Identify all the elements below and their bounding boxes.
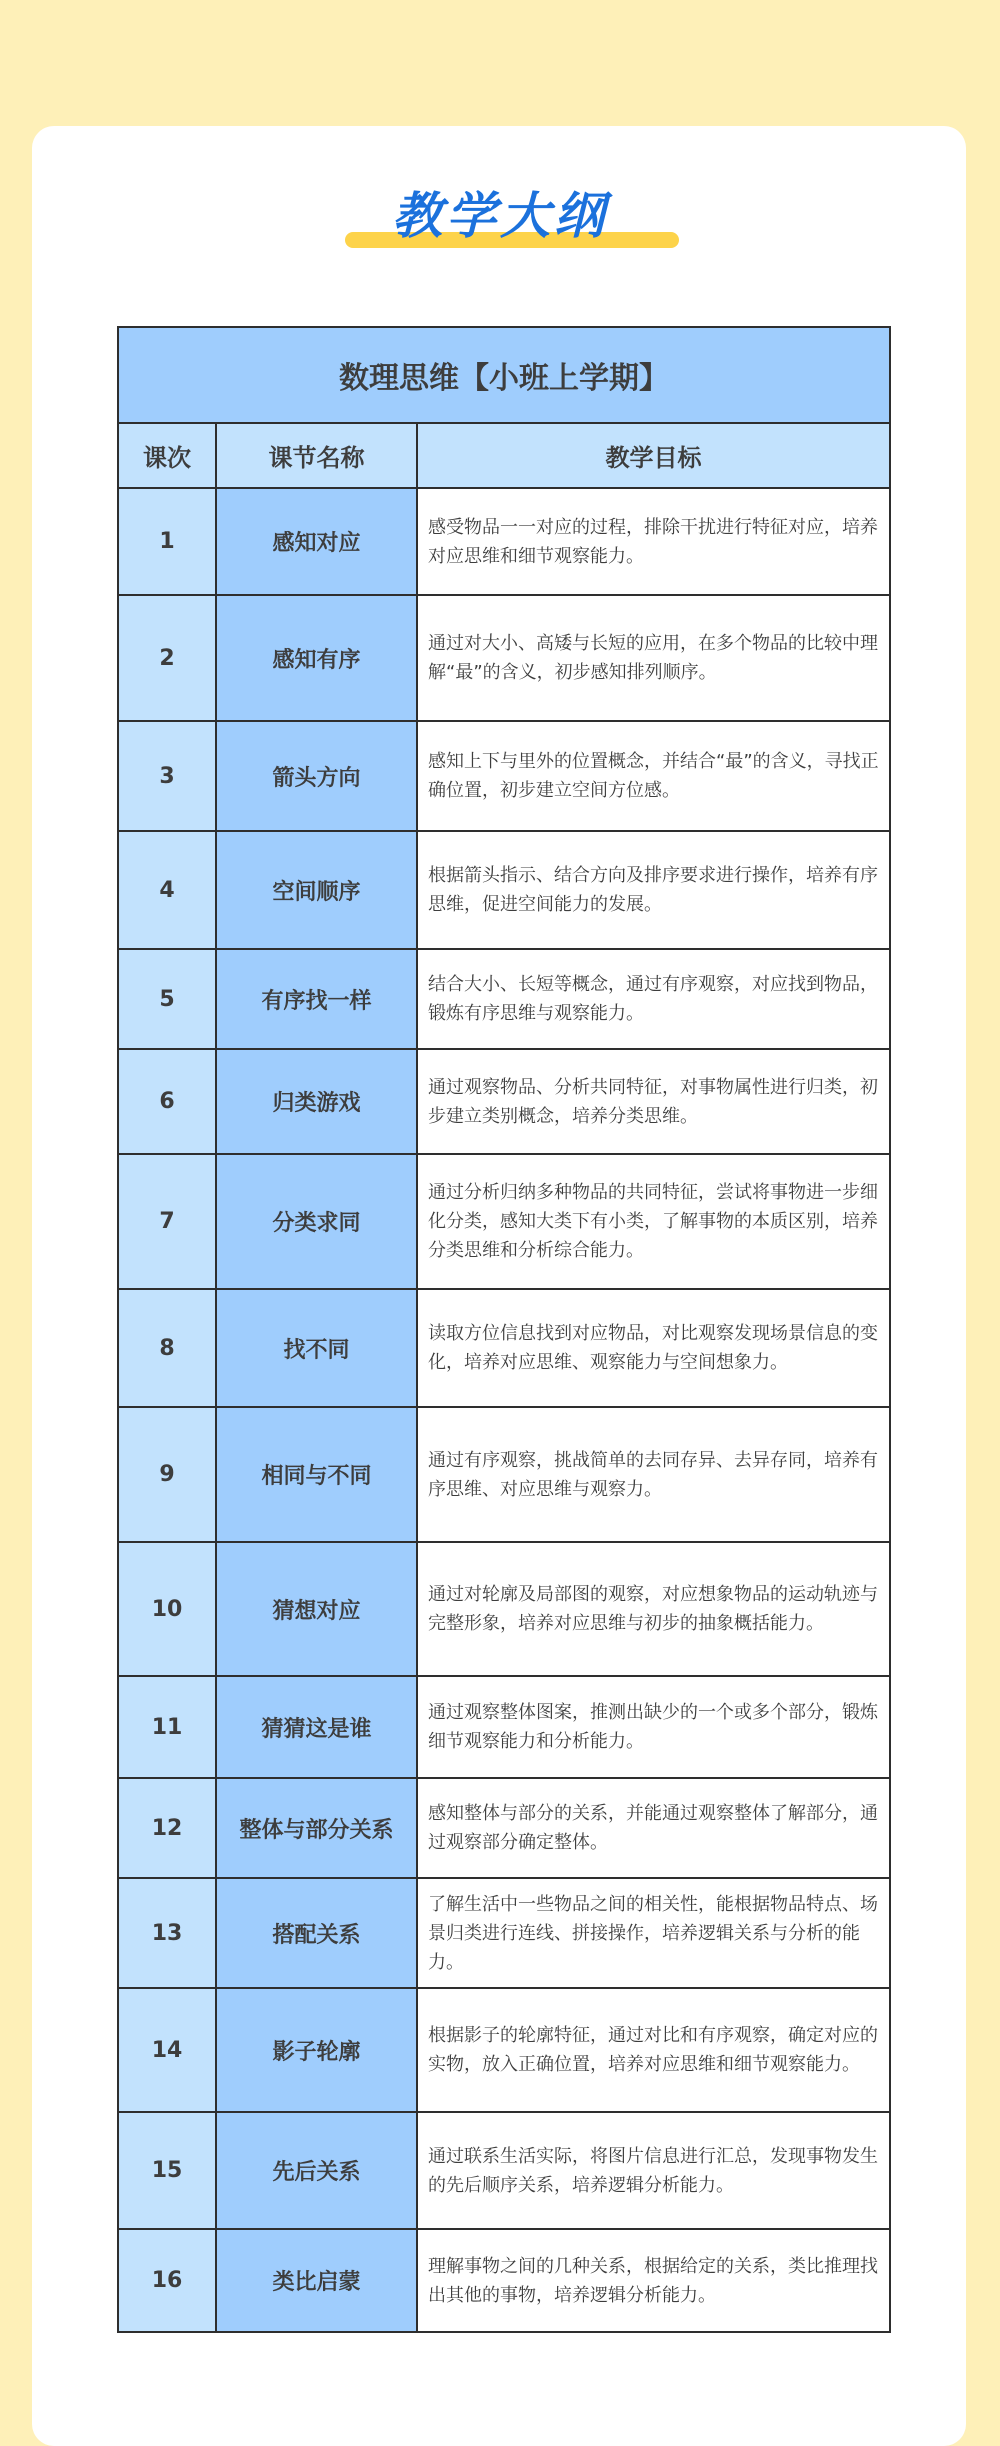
lesson-number: 6 (118, 1049, 216, 1154)
lesson-goal: 通过观察物品、分析共同特征，对事物属性进行归类，初步建立类别概念，培养分类思维。 (417, 1049, 890, 1154)
lesson-goal: 感受物品一一对应的过程，排除干扰进行特征对应，培养对应思维和细节观察能力。 (417, 488, 890, 595)
lesson-name: 找不同 (216, 1289, 417, 1407)
table-row (118, 721, 890, 831)
lesson-goal: 通过对轮廓及局部图的观察，对应想象物品的运动轨迹与完整形象，培养对应思维与初步的抽象概括能力。 (417, 1542, 890, 1676)
table-row (118, 1289, 890, 1407)
lesson-number: 14 (118, 1988, 216, 2112)
lesson-name: 搭配关系 (216, 1878, 417, 1988)
lesson-goal: 根据影子的轮廓特征，通过对比和有序观察，确定对应的实物，放入正确位置，培养对应思维和细节观察能力。 (417, 1988, 890, 2112)
lesson-name: 感知有序 (216, 595, 417, 721)
lesson-goal: 感知整体与部分的关系，并能通过观察整体了解部分，通过观察部分确定整体。 (417, 1778, 890, 1878)
lesson-name: 类比启蒙 (216, 2229, 417, 2332)
lesson-goal: 通过观察整体图案，推测出缺少的一个或多个部分，锻炼细节观察能力和分析能力。 (417, 1676, 890, 1778)
lesson-number: 5 (118, 949, 216, 1049)
lesson-number: 2 (118, 595, 216, 721)
lesson-number: 16 (118, 2229, 216, 2332)
table-row (118, 831, 890, 949)
syllabus-table (117, 326, 891, 2333)
header-lesson-number: 课次 (118, 423, 216, 488)
lesson-name: 感知对应 (216, 488, 417, 595)
header-teaching-goal: 教学目标 (417, 423, 890, 488)
lesson-goal: 根据箭头指示、结合方向及排序要求进行操作，培养有序思维，促进空间能力的发展。 (417, 831, 890, 949)
lesson-name: 先后关系 (216, 2112, 417, 2229)
lesson-number: 4 (118, 831, 216, 949)
table-row (118, 595, 890, 721)
lesson-name: 有序找一样 (216, 949, 417, 1049)
lesson-number: 1 (118, 488, 216, 595)
table-row (118, 949, 890, 1049)
lesson-goal: 理解事物之间的几种关系，根据给定的关系，类比推理找出其他的事物，培养逻辑分析能力。 (417, 2229, 890, 2332)
lesson-goal: 感知上下与里外的位置概念，并结合“最”的含义，寻找正确位置，初步建立空间方位感。 (417, 721, 890, 831)
table-row (118, 2112, 890, 2229)
lesson-number: 9 (118, 1407, 216, 1542)
lesson-name: 分类求同 (216, 1154, 417, 1289)
table-row (118, 1407, 890, 1542)
lesson-number: 15 (118, 2112, 216, 2229)
table-row (118, 1154, 890, 1289)
lesson-name: 整体与部分关系 (216, 1778, 417, 1878)
lesson-name: 猜猜这是谁 (216, 1676, 417, 1778)
lesson-goal: 通过对大小、高矮与长短的应用，在多个物品的比较中理解“最”的含义，初步感知排列顺序。 (417, 595, 890, 721)
lesson-number: 12 (118, 1778, 216, 1878)
lesson-number: 11 (118, 1676, 216, 1778)
table-header-row (118, 423, 890, 488)
page-title: 教学大纲 (392, 187, 608, 245)
lesson-goal: 通过联系生活实际，将图片信息进行汇总，发现事物发生的先后顺序关系，培养逻辑分析能力。 (417, 2112, 890, 2229)
lesson-name: 归类游戏 (216, 1049, 417, 1154)
lesson-name: 猜想对应 (216, 1542, 417, 1676)
table-row (118, 488, 890, 595)
table-row (118, 1542, 890, 1676)
lesson-name: 箭头方向 (216, 721, 417, 831)
lesson-goal: 读取方位信息找到对应物品，对比观察发现场景信息的变化，培养对应思维、观察能力与空间想象力。 (417, 1289, 890, 1407)
header-lesson-name: 课节名称 (216, 423, 417, 488)
lesson-goal: 通过有序观察，挑战简单的去同存异、去异存同，培养有序思维、对应思维与观察力。 (417, 1407, 890, 1542)
lesson-number: 3 (118, 721, 216, 831)
table-caption: 数理思维【小班上学期】 (118, 327, 890, 423)
table-row (118, 2229, 890, 2332)
table-row (118, 1988, 890, 2112)
table-row (118, 1878, 890, 1988)
lesson-name: 相同与不同 (216, 1407, 417, 1542)
lesson-number: 13 (118, 1878, 216, 1988)
table-row (118, 1676, 890, 1778)
lesson-number: 8 (118, 1289, 216, 1407)
lesson-name: 空间顺序 (216, 831, 417, 949)
lesson-goal: 了解生活中一些物品之间的相关性，能根据物品特点、场景归类进行连线、拼接操作，培养逻辑关系与分析的能力。 (417, 1878, 890, 1988)
lesson-goal: 结合大小、长短等概念，通过有序观察，对应找到物品，锻炼有序思维与观察能力。 (417, 949, 890, 1049)
table-row (118, 1049, 890, 1154)
lesson-number: 7 (118, 1154, 216, 1289)
lesson-name: 影子轮廓 (216, 1988, 417, 2112)
lesson-number: 10 (118, 1542, 216, 1676)
lesson-goal: 通过分析归纳多种物品的共同特征，尝试将事物进一步细化分类，感知大类下有小类，了解事物的本质区别，培养分类思维和分析综合能力。 (417, 1154, 890, 1289)
table-row (118, 1778, 890, 1878)
